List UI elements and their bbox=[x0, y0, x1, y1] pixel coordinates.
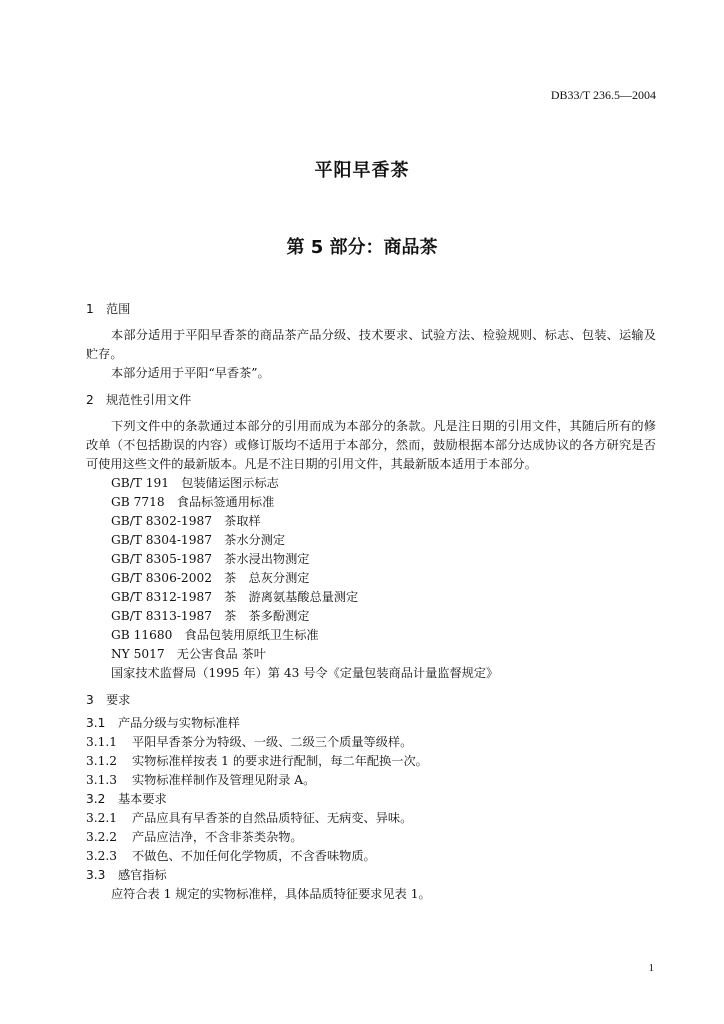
subsection-number: 3.1 bbox=[86, 716, 106, 730]
section-number: 1 bbox=[86, 302, 94, 316]
document-title: 平阳早香茶 bbox=[314, 160, 410, 181]
section-heading-scope bbox=[86, 300, 656, 319]
clause-text: 平阳早香茶分为特级、一级、二级三个质量等级样。 bbox=[132, 735, 413, 749]
references-paragraph: 下列文件中的条款通过本部分的引用而成为本部分的条款。凡是注日期的引用文件，其随后所有的修改单（不包括勘误的内容）或修订版均不适用于本部分，然而，鼓励根据本部分达成协议的各方研究是否可使用这些文件的最新版本。凡是不注日期的引用文件，其最新版本适用于本部分。 bbox=[86, 419, 656, 471]
subsection-title: 产品分级与实物标准样 bbox=[118, 716, 240, 730]
document-body bbox=[86, 300, 656, 904]
reference-item: GB/T 8302-1987 茶取样 bbox=[111, 514, 261, 528]
subsection-title: 感官指标 bbox=[118, 868, 167, 882]
clause-item bbox=[86, 847, 656, 866]
reference-item: GB/T 191 包装储运图示标志 bbox=[111, 476, 279, 490]
clause-text: 产品应具有早香茶的自然品质特征、无病变、异味。 bbox=[132, 811, 413, 825]
subsection-heading-grading bbox=[86, 714, 656, 733]
clause-number: 3.1.3 bbox=[86, 773, 118, 787]
scope-paragraph-1: 本部分适用于平阳早香茶的商品茶产品分级、技术要求、试验方法、检验规则、标志、包装、运输及贮存。 bbox=[86, 328, 656, 361]
section-title: 范围 bbox=[106, 302, 131, 316]
clause-item bbox=[86, 828, 656, 847]
subsection-heading-sensory-indicators bbox=[86, 866, 656, 885]
clause-text: 实物标准样按表 1 的要求进行配制，每二年配换一次。 bbox=[132, 754, 428, 768]
clause-number: 3.2.2 bbox=[86, 830, 118, 844]
standard-code: DB33/T 236.5—2004 bbox=[550, 88, 656, 102]
reference-item: 国家技术监督局（1995 年）第 43 号令《定量包装商品计量监督规定》 bbox=[111, 666, 499, 680]
section-number: 2 bbox=[86, 393, 94, 407]
subsection-heading-basic-requirements bbox=[86, 790, 656, 809]
section-title: 规范性引用文件 bbox=[106, 393, 192, 407]
clause-number: 3.1.2 bbox=[86, 754, 118, 768]
section-number: 3 bbox=[86, 693, 94, 707]
reference-item: GB/T 8305-1987 茶水浸出物测定 bbox=[111, 552, 310, 566]
clause-item bbox=[86, 752, 656, 771]
section-title: 要求 bbox=[106, 693, 131, 707]
reference-item: GB/T 8306-2002 茶 总灰分测定 bbox=[111, 571, 310, 585]
clause-text: 不做色、不加任何化学物质，不含香味物质。 bbox=[132, 849, 376, 863]
reference-item: GB 11680 食品包装用原纸卫生标准 bbox=[111, 628, 319, 642]
clause-number: 3.2.3 bbox=[86, 849, 118, 863]
reference-list bbox=[86, 474, 656, 683]
document-subtitle: 第 5 部分：商品茶 bbox=[286, 237, 438, 258]
scope-paragraph-2: 本部分适用于平阳“早香茶”。 bbox=[111, 366, 270, 380]
section-heading-normative-references bbox=[86, 391, 656, 410]
clause-number: 3.1.1 bbox=[86, 735, 118, 749]
page-number: 1 bbox=[648, 962, 654, 974]
subsection-title: 基本要求 bbox=[118, 792, 167, 806]
clause-text: 产品应洁净，不含非茶类杂物。 bbox=[132, 830, 303, 844]
clause-text: 实物标准样制作及管理见附录 A。 bbox=[132, 773, 316, 787]
reference-item: GB/T 8313-1987 茶 茶多酚测定 bbox=[111, 609, 310, 623]
reference-item: NY 5017 无公害食品 茶叶 bbox=[111, 647, 266, 661]
sensory-paragraph: 应符合表 1 规定的实物标准样，具体品质特征要求见表 1。 bbox=[111, 887, 431, 901]
clause-item bbox=[86, 733, 656, 752]
clause-item bbox=[86, 809, 656, 828]
clause-number: 3.2.1 bbox=[86, 811, 118, 825]
clause-item bbox=[86, 771, 656, 790]
subsection-number: 3.2 bbox=[86, 792, 106, 806]
section-heading-requirements bbox=[86, 691, 656, 710]
reference-item: GB/T 8304-1987 茶水分测定 bbox=[111, 533, 286, 547]
subsection-number: 3.3 bbox=[86, 868, 106, 882]
reference-item: GB 7718 食品标签通用标准 bbox=[111, 495, 275, 509]
reference-item: GB/T 8312-1987 茶 游离氨基酸总量测定 bbox=[111, 590, 359, 604]
